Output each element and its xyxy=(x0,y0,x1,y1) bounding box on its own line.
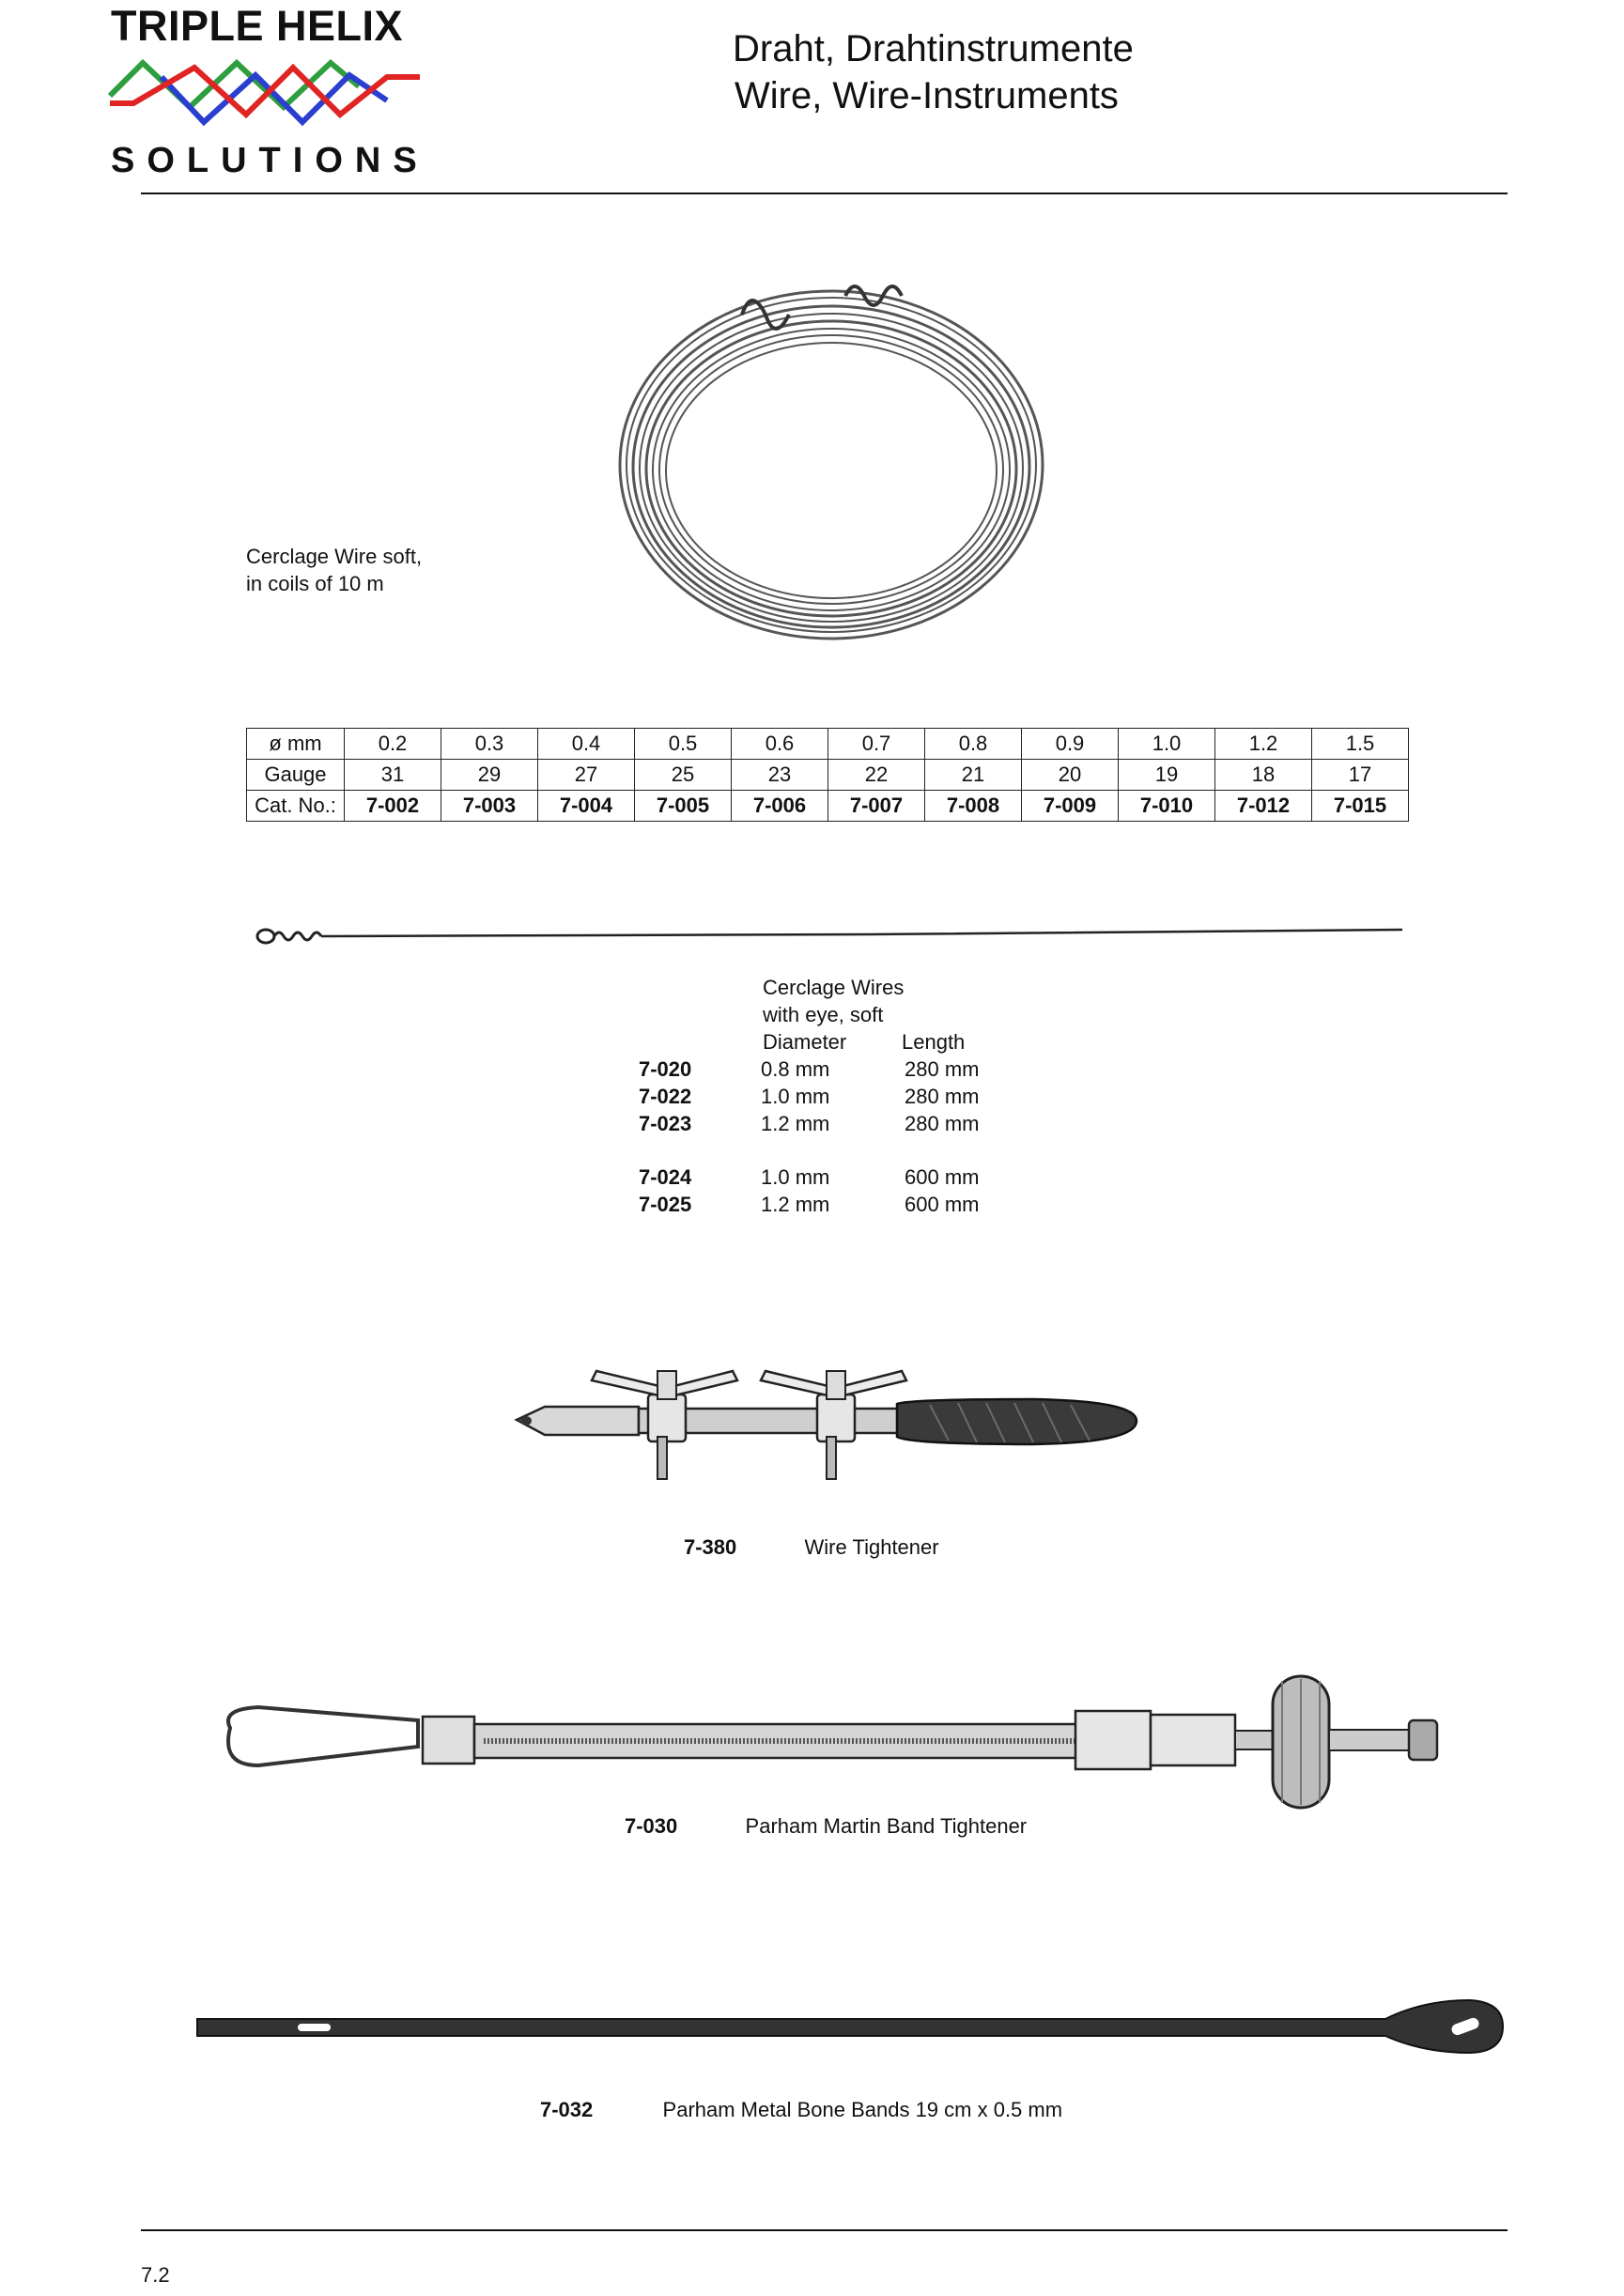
eye-wires-title-line-2: with eye, soft xyxy=(763,1003,884,1026)
table-cell: 0.6 xyxy=(732,729,828,760)
table-cell: 1.5 xyxy=(1312,729,1409,760)
length-value: 280 mm xyxy=(905,1112,980,1135)
header-divider xyxy=(141,193,1508,194)
table-cell: 19 xyxy=(1119,760,1215,791)
table-row-diameter xyxy=(247,729,1409,760)
coil-caption-line-1: Cerclage Wire soft, xyxy=(246,545,423,568)
table-cell: 0.2 xyxy=(345,729,441,760)
length-value: 280 mm xyxy=(905,1057,980,1081)
table-cell: 0.9 xyxy=(1022,729,1119,760)
bone-bands-caption xyxy=(540,2096,1062,2123)
wire-coil-image xyxy=(601,268,1061,662)
table-cell: 1.2 xyxy=(1215,729,1312,760)
row-label-cat-no: Cat. No.: xyxy=(247,791,345,822)
catalog-number: 7-024 xyxy=(639,1165,692,1189)
triple-helix-logo-icon xyxy=(105,49,434,143)
table-cell: 7-002 xyxy=(345,791,441,822)
catalog-number: 7-020 xyxy=(639,1057,692,1081)
catalog-number: 7-032 xyxy=(540,2098,594,2121)
table-row-cat-no xyxy=(247,791,1409,822)
table-cell: 7-004 xyxy=(538,791,635,822)
eye-wires-title xyxy=(763,974,904,1028)
row-label-diameter: ø mm xyxy=(247,729,345,760)
wire-tightener-image xyxy=(507,1352,1146,1493)
table-cell: 21 xyxy=(925,760,1022,791)
table-cell: 29 xyxy=(441,760,538,791)
table-cell: 1.0 xyxy=(1119,729,1215,760)
column-header-length: Length xyxy=(902,1030,966,1054)
table-cell: 7-007 xyxy=(828,791,925,822)
page-number: 7.2 xyxy=(141,2263,170,2287)
table-cell: 0.8 xyxy=(925,729,1022,760)
table-cell: 7-010 xyxy=(1119,791,1215,822)
product-name: Wire Tightener xyxy=(804,1535,939,1559)
band-tightener-caption xyxy=(625,1812,1027,1840)
footer-divider xyxy=(141,2229,1508,2231)
catalog-number: 7-022 xyxy=(639,1085,692,1108)
table-cell: 17 xyxy=(1312,760,1409,791)
table-cell: 31 xyxy=(345,760,441,791)
wire-tightener-caption xyxy=(684,1533,939,1561)
wire-spec-table xyxy=(246,728,1409,822)
diameter-value: 0.8 mm xyxy=(761,1057,830,1081)
table-cell: 7-009 xyxy=(1022,791,1119,822)
diameter-value: 1.2 mm xyxy=(761,1193,830,1216)
wire-with-eye-image xyxy=(249,916,1414,953)
band-tightener-image xyxy=(221,1653,1446,1831)
eye-wires-title-line-1: Cerclage Wires xyxy=(763,976,905,999)
bone-band-image xyxy=(193,1991,1508,2066)
catalog-number: 7-030 xyxy=(625,1814,678,1838)
table-cell: 0.3 xyxy=(441,729,538,760)
page-title-german: Draht, Drahtinstrumente xyxy=(733,28,1134,69)
diameter-value: 1.2 mm xyxy=(761,1112,830,1135)
logo-subtitle: SOLUTIONS xyxy=(111,141,429,180)
diameter-value: 1.0 mm xyxy=(761,1165,830,1189)
product-name: Parham Martin Band Tightener xyxy=(745,1814,1028,1838)
table-cell: 20 xyxy=(1022,760,1119,791)
table-cell: 7-003 xyxy=(441,791,538,822)
table-cell: 7-015 xyxy=(1312,791,1409,822)
catalog-number: 7-380 xyxy=(684,1535,737,1559)
table-cell: 23 xyxy=(732,760,828,791)
table-cell: 7-006 xyxy=(732,791,828,822)
length-value: 600 mm xyxy=(905,1193,980,1216)
catalog-number: 7-025 xyxy=(639,1193,692,1216)
table-cell: 25 xyxy=(635,760,732,791)
table-cell: 0.5 xyxy=(635,729,732,760)
table-cell: 7-012 xyxy=(1215,791,1312,822)
column-header-diameter: Diameter xyxy=(763,1030,847,1054)
product-name: Parham Metal Bone Bands 19 cm x 0.5 mm xyxy=(662,2098,1063,2121)
table-cell: 7-008 xyxy=(925,791,1022,822)
table-cell: 0.4 xyxy=(538,729,635,760)
table-cell: 22 xyxy=(828,760,925,791)
row-label-gauge: Gauge xyxy=(247,760,345,791)
catalog-number: 7-023 xyxy=(639,1112,692,1135)
page-title-english: Wire, Wire-Instruments xyxy=(735,75,1119,116)
coil-caption-line-2: in coils of 10 m xyxy=(246,572,384,595)
diameter-value: 1.0 mm xyxy=(761,1085,830,1108)
table-cell: 27 xyxy=(538,760,635,791)
table-cell: 7-005 xyxy=(635,791,732,822)
table-cell: 18 xyxy=(1215,760,1312,791)
length-value: 280 mm xyxy=(905,1085,980,1108)
logo-title: TRIPLE HELIX xyxy=(111,2,404,50)
length-value: 600 mm xyxy=(905,1165,980,1189)
table-row-gauge xyxy=(247,760,1409,791)
coil-caption xyxy=(246,543,422,597)
table-cell: 0.7 xyxy=(828,729,925,760)
